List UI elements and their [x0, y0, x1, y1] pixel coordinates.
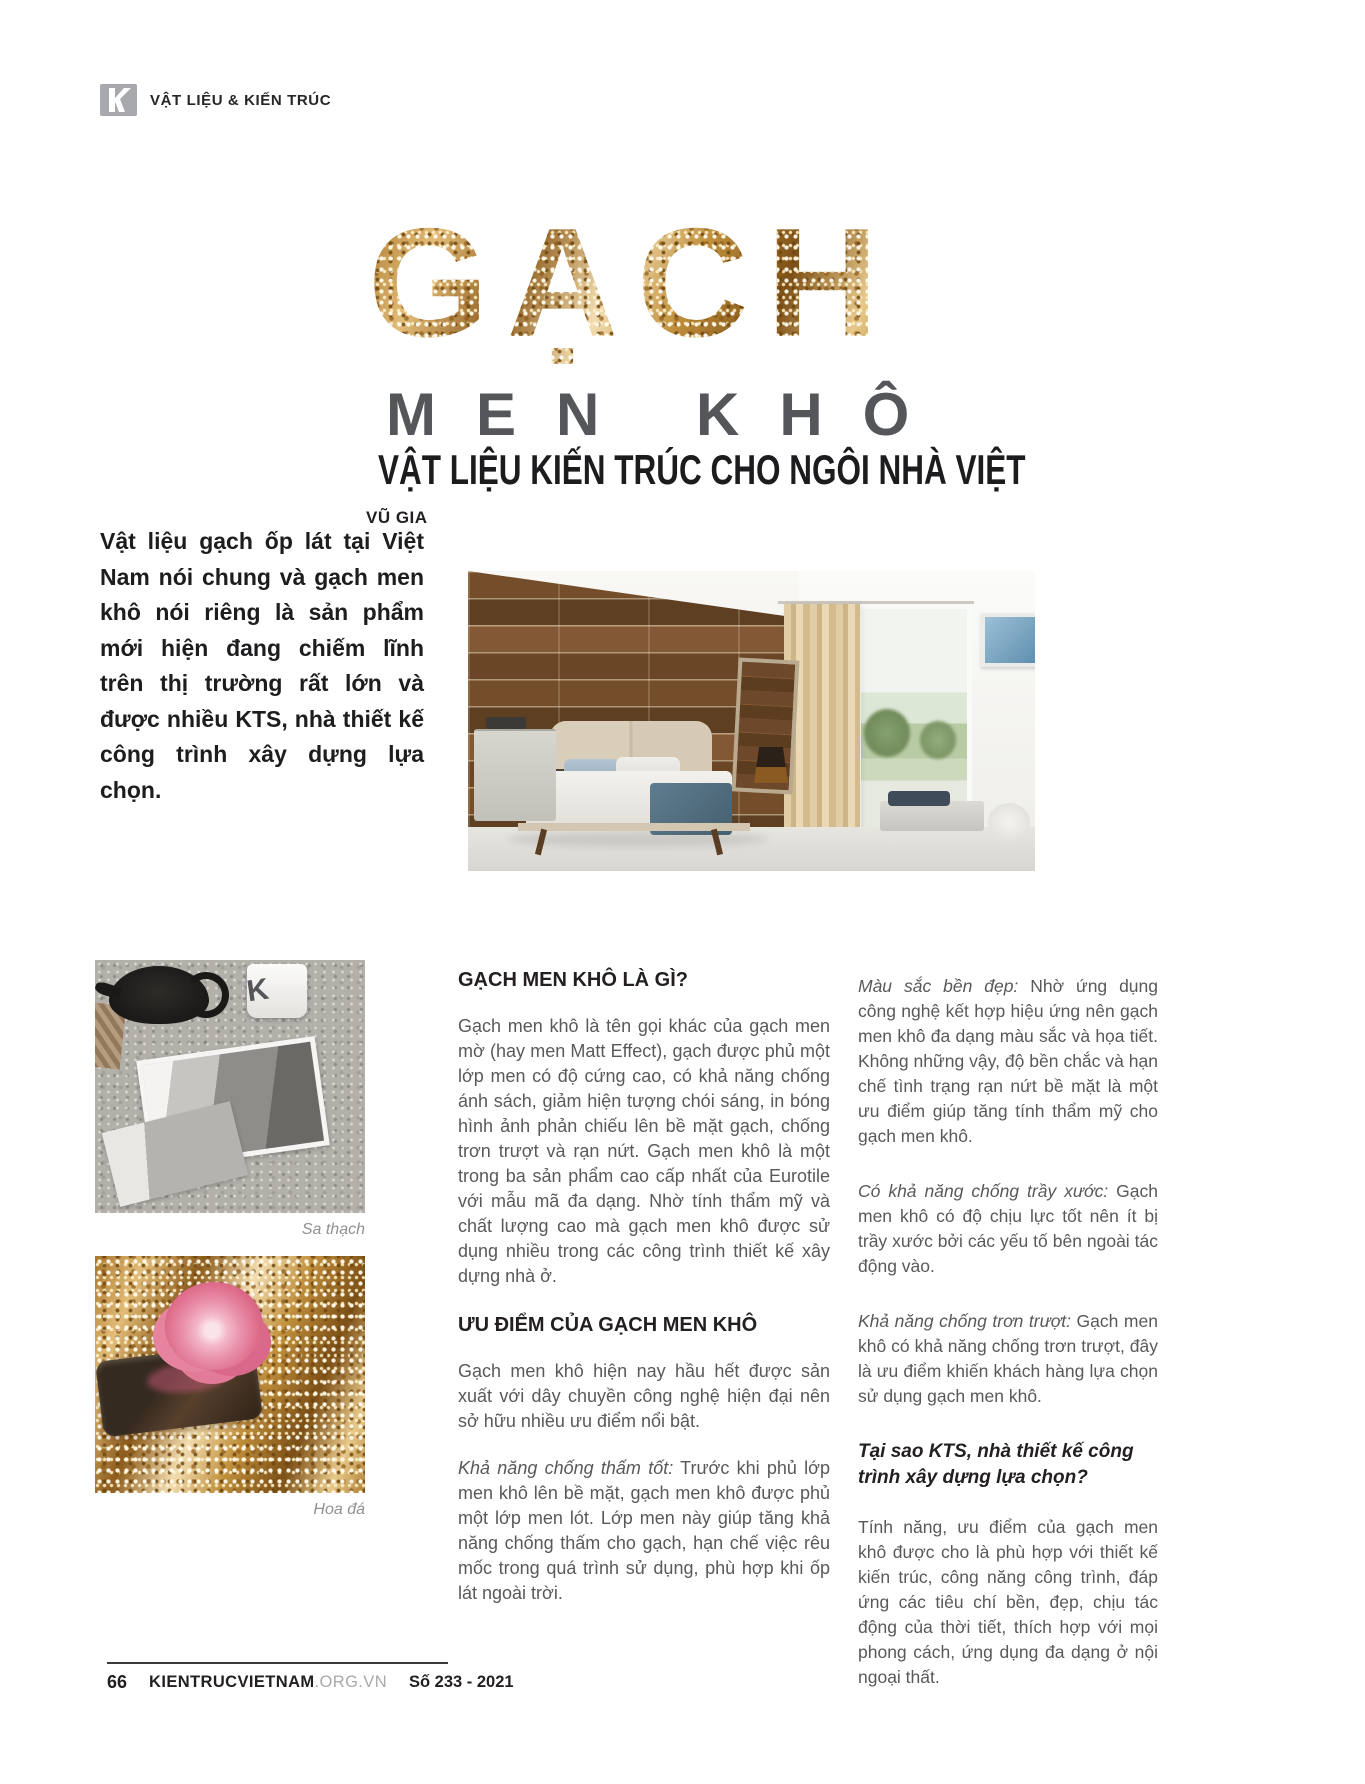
tree-outside	[920, 721, 956, 759]
para-antislip-lead: Khả năng chống trơn trượt:	[858, 1311, 1072, 1331]
section-label: VẬT LIỆU & KIẾN TRÚC	[150, 91, 332, 109]
book-stack	[486, 717, 526, 729]
site-name-bold: KIENTRUCVIETNAM	[149, 1673, 315, 1691]
article-title-gach: GẠCH	[368, 196, 897, 369]
mug	[244, 964, 307, 1018]
para-color-durability	[858, 974, 1158, 1149]
mug-letter: K	[244, 972, 271, 1009]
heading-what-is-gach-men-kho: GẠCH MEN KHÔ LÀ GÌ?	[458, 969, 688, 991]
nightstand	[474, 729, 556, 821]
site-name-suffix: .ORG.VN	[314, 1673, 388, 1691]
bench-cushion	[888, 791, 950, 806]
kientruc-monogram-icon	[100, 84, 137, 116]
teapot-silhouette	[109, 966, 209, 1024]
column-middle	[458, 968, 830, 1606]
section-header	[100, 84, 331, 116]
article-subtitle: VẬT LIỆU KIẾN TRÚC CHO NGÔI NHÀ VIỆT	[378, 446, 1026, 493]
para-advantages-intro: Gạch men khô hiện nay hầu hết được sản xuất với dây chuyền công nghệ hiện đại nên sở hữu nhiều ưu điểm nổi bật.	[458, 1361, 830, 1431]
para-scratch-lead: Có khả năng chống trầy xước:	[858, 1181, 1109, 1201]
figure-sa-thach	[95, 960, 365, 1239]
para-scratch-text: Gạch men khô có độ chịu lực tốt nên ít bị trầy xước bởi các yếu tố bên ngoài tác động vào.	[858, 1181, 1158, 1276]
para-definition: Gạch men khô là tên gọi khác của gạch men mờ (hay men Matt Effect), gạch được phủ một lớp men có độ cứng cao, có khả năng chống ánh sách, giảm hiện tượng chói sáng, in bóng hình ảnh phản chiếu lên bề mặt gạch, chống trơn trượt và rạn nứt. Gạch men khô là một trong ba sản phẩm cao cấp nhất của Eurotile với mẫu mã đa dạng. Nhờ tính thẩm mỹ và chất lượng cao mà gạch men khô được sử dụng nhiều trong các công trình thiết kế xây dựng nhà ở.	[458, 1016, 830, 1286]
heading-advantages: ƯU ĐIỂM CỦA GẠCH MEN KHÔ	[458, 1314, 758, 1336]
para-waterproofing-text: Trước khi phủ lớp men khô lên bề mặt, gạch men khô được phủ một lớp men lót. Lớp men này giúp tăng khả năng chống thấm cho gạch, hạn chế việc rêu mốc trong quá trình sử dụng, phù hợp khi ốp lát ngoài trời.	[458, 1458, 830, 1603]
pink-flower	[165, 1282, 263, 1370]
wall-art	[981, 613, 1035, 667]
tree-outside	[864, 709, 910, 757]
para-waterproofing-lead: Khả năng chống thấm tốt:	[458, 1458, 674, 1478]
para-why-architects: Tính năng, ưu điểm của gạch men khô được cho là phù hợp với thiết kế kiến trúc, công năng công trình, đáp ứng các tiêu chí bền, đẹp, chịu tác động của thời tiết, thích hợp với mọi phong cách, ứng dụng đa dạng ở nội ngoại thất.	[858, 1517, 1158, 1687]
site-name	[149, 1673, 387, 1692]
article-title-men-kho: MEN KHÔ	[386, 381, 950, 448]
caption-hoa-da: Hoa đá	[313, 1501, 365, 1518]
para-scratch-resistance	[858, 1179, 1158, 1279]
sa-thach-photo	[95, 960, 365, 1213]
heading-why-architects-choose: Tại sao KTS, nhà thiết kế công trình xây dựng lựa chọn?	[858, 1441, 1134, 1488]
hero-photo-bedroom	[468, 571, 1035, 871]
footer-row	[107, 1670, 514, 1695]
column-right	[858, 974, 1158, 1690]
pouf	[988, 803, 1030, 841]
figure-hoa-da	[95, 1256, 365, 1519]
issue-number: Số 233 - 2021	[409, 1673, 514, 1691]
para-antislip	[858, 1309, 1158, 1409]
footer-rule	[107, 1662, 448, 1664]
table-lamp	[754, 747, 788, 783]
para-color-lead: Màu sắc bền đẹp:	[858, 976, 1019, 996]
caption-sa-thach: Sa thạch	[301, 1221, 365, 1238]
para-color-text: Nhờ ứng dụng công nghệ kết hợp hiệu ứng nên gạch men khô đa dạng màu sắc và họa tiết. Không những vậy, độ bền chắc và hạn chế tình trạng rạn nứt bề mặt là một ưu điểm giúp tăng tính thẩm mỹ cho gạch men khô.	[858, 976, 1159, 1146]
para-antislip-text: Gạch men khô có khả năng chống trơn trượt, đây là ưu điểm khiến khách hàng lựa chọn sử dụng gạch men khô.	[858, 1311, 1158, 1406]
hoa-da-photo	[95, 1256, 365, 1493]
para-waterproofing	[458, 1456, 830, 1606]
photo-print	[102, 1101, 248, 1207]
intro-paragraph: Vật liệu gạch ốp lát tại Việt Nam nói chung và gạch men khô nói riêng là sản phẩm mới hiện đang chiếm lĩnh trên thị trường rất lớn và được nhiều KTS, nhà thiết kế công trình xây dựng lựa chọn.	[100, 528, 424, 803]
page-footer	[107, 1662, 514, 1695]
author-byline: VŨ GIA	[366, 508, 428, 527]
page-number: 66	[107, 1672, 128, 1692]
